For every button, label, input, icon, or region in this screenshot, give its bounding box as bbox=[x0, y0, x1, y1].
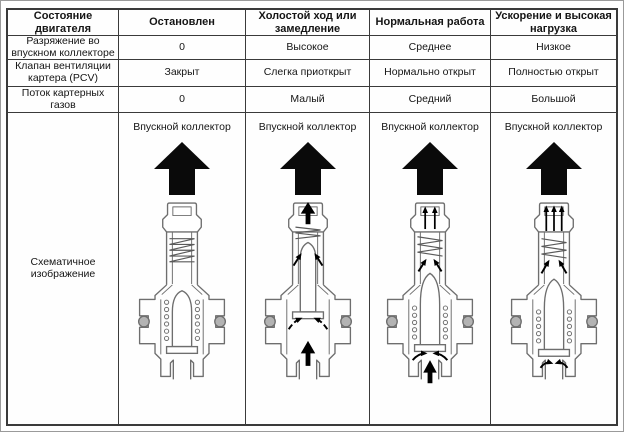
header-label: Нормальная работа bbox=[375, 16, 485, 29]
value-valve-acceleration: Полностью открыт bbox=[491, 60, 616, 87]
flow-arrow-bottom-icon bbox=[300, 341, 314, 366]
schematic-cell-acceleration bbox=[491, 113, 616, 424]
intake-manifold-label: Впускной коллектор bbox=[504, 121, 603, 133]
value-vacuum-idle: Высокое bbox=[246, 36, 370, 60]
row-label-schematic: Схематичное изображение bbox=[8, 113, 119, 424]
intake-manifold-label: Впускной коллектор bbox=[381, 121, 479, 133]
col-header-acceleration bbox=[491, 10, 616, 36]
col-header-engine-state bbox=[8, 10, 119, 36]
plunger-seat bbox=[415, 344, 446, 351]
intake-manifold-arrow-icon bbox=[279, 142, 337, 195]
schematic-cell-normal bbox=[370, 113, 491, 424]
row-label-gas-flow: Поток картерных газов bbox=[8, 87, 119, 113]
header-label: Состояние двигателя bbox=[33, 10, 93, 35]
value-valve-normal: Нормально открыт bbox=[370, 60, 491, 87]
col-header-stopped bbox=[119, 10, 246, 36]
value-valve-stopped: Закрыт bbox=[119, 60, 246, 87]
row-label-pcv-valve: Клапан вентиляции картера (PCV) bbox=[8, 60, 119, 87]
valve-plunger bbox=[300, 242, 315, 311]
value-flow-normal: Средний bbox=[370, 87, 491, 113]
flow-arrows-curved-icon bbox=[413, 353, 448, 360]
plunger-seat bbox=[167, 346, 198, 353]
pcv-operation-table bbox=[6, 8, 618, 426]
flow-arrows-diagonal-icon bbox=[418, 261, 441, 272]
schematic-cell-idle bbox=[246, 113, 370, 424]
intake-manifold-arrow-icon bbox=[401, 142, 459, 195]
spring-coil bbox=[417, 237, 442, 256]
spring-coil bbox=[541, 238, 566, 257]
flow-arrow-bottom-icon bbox=[423, 360, 436, 383]
intake-manifold-arrow-icon bbox=[525, 142, 583, 195]
pcv-valve-slightly-open-icon bbox=[255, 200, 361, 393]
plunger-seat bbox=[292, 312, 323, 319]
pcv-valve-closed-icon bbox=[129, 200, 235, 393]
valve-plunger bbox=[544, 279, 563, 349]
header-label: Ускорение и высокая нагрузка bbox=[495, 10, 612, 35]
value-flow-acceleration: Большой bbox=[491, 87, 616, 113]
valve-plunger bbox=[420, 273, 439, 344]
pcv-valve-fully-open-icon bbox=[501, 200, 607, 393]
pcv-valve-normally-open-icon bbox=[377, 200, 483, 393]
header-label: Остановлен bbox=[149, 16, 215, 29]
flow-arrows-curved-icon bbox=[540, 362, 567, 367]
value-vacuum-stopped: 0 bbox=[119, 36, 246, 60]
plunger-seat bbox=[538, 349, 569, 356]
value-valve-idle: Слегка приоткрыт bbox=[246, 60, 370, 87]
schematic-cell-stopped bbox=[119, 113, 246, 424]
col-header-normal bbox=[370, 10, 491, 36]
header-label: Холостой ход или замедление bbox=[258, 10, 357, 35]
value-flow-stopped: 0 bbox=[119, 87, 246, 113]
spring-coil bbox=[169, 238, 194, 261]
valve-plunger bbox=[172, 290, 191, 346]
value-vacuum-normal: Среднее bbox=[370, 36, 491, 60]
flow-arrows-diagonal-icon bbox=[541, 262, 566, 274]
value-vacuum-acceleration: Низкое bbox=[491, 36, 616, 60]
col-header-idle bbox=[246, 10, 370, 36]
intake-manifold-arrow-icon bbox=[153, 142, 211, 195]
intake-manifold-label: Впускной коллектор bbox=[258, 121, 357, 133]
intake-manifold-label: Впускной коллектор bbox=[133, 121, 231, 133]
flow-arrows-curved-icon bbox=[288, 318, 327, 329]
value-flow-idle: Малый bbox=[246, 87, 370, 113]
row-label-vacuum: Разряжение во впускном коллекторе bbox=[8, 36, 119, 60]
